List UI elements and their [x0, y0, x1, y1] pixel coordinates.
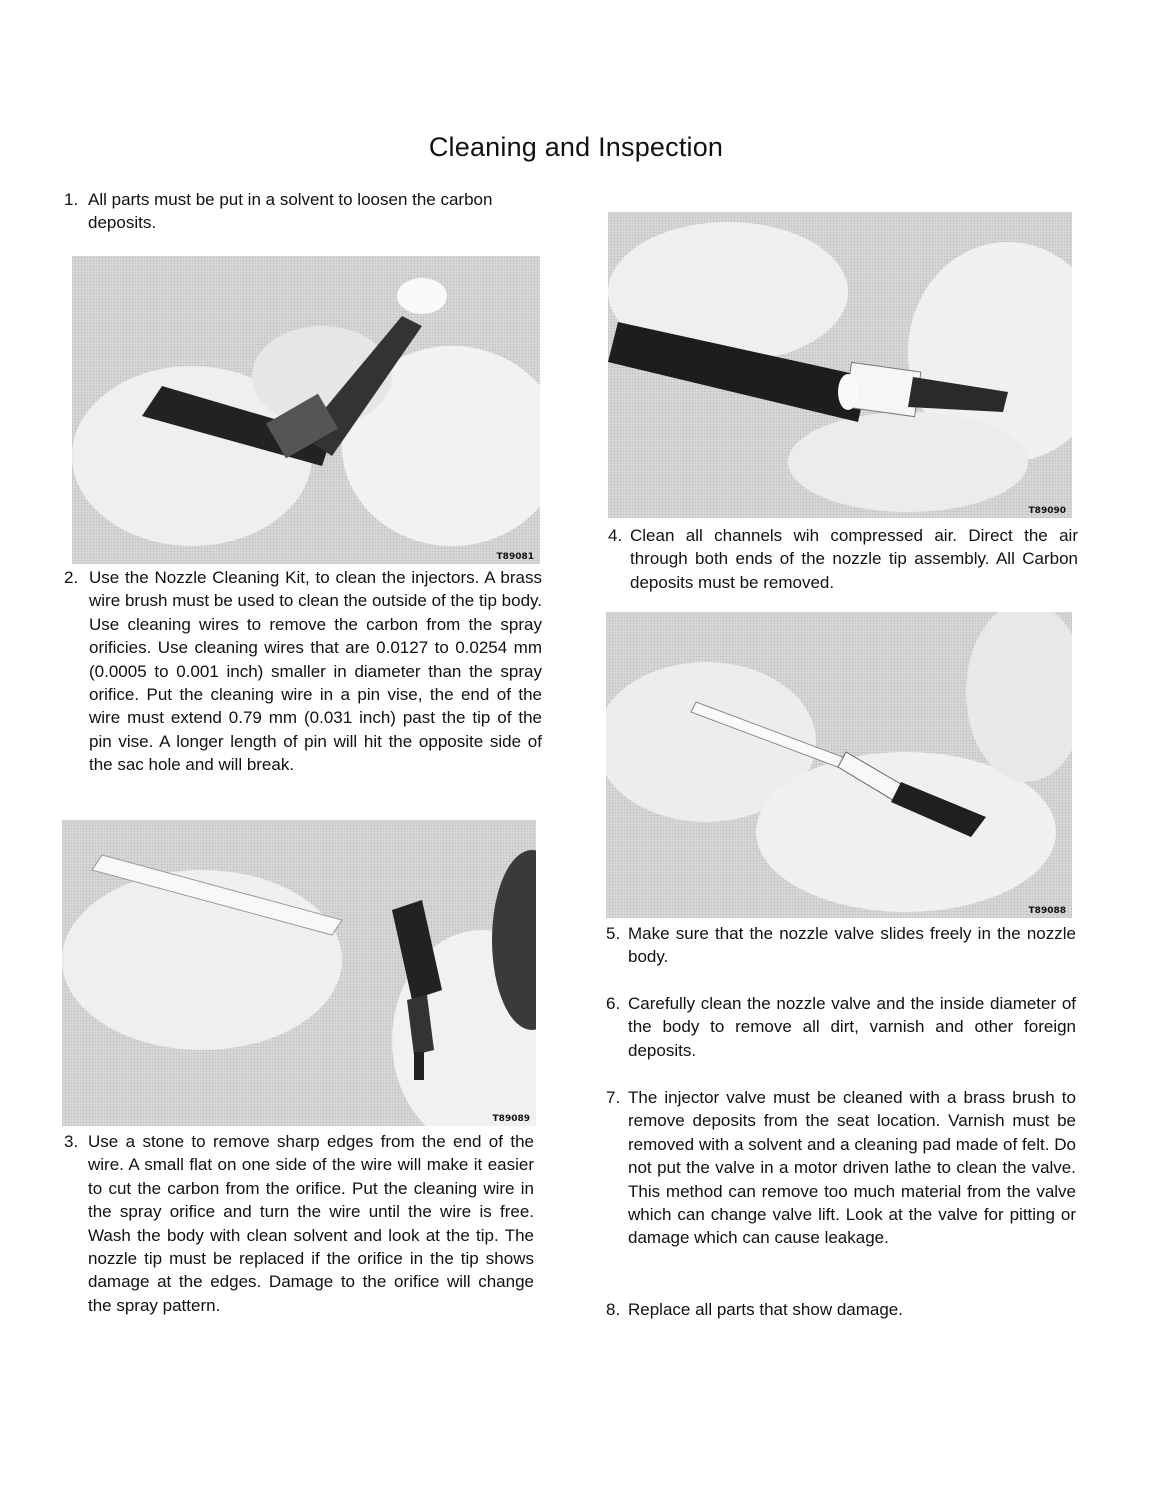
step-number: 6. [606, 994, 621, 1013]
step-number: 8. [606, 1300, 621, 1319]
step-8 [606, 1298, 1076, 1321]
step-number: 3. [64, 1132, 79, 1151]
step-text: Replace all parts that show damage. [628, 1300, 903, 1319]
step-text: All parts must be put in a solvent to loosen the carbon deposits. [88, 190, 493, 233]
step-4 [608, 524, 1078, 594]
step-number: 2. [64, 568, 79, 587]
step-6 [606, 992, 1076, 1062]
step-text: Use the Nozzle Cleaning Kit, to clean the injectors. A brass wire brush must be used to clean the outside of the tip body. Use cleaning wires to remove the carbon from the spray orificies. Use cleaning wires that are 0.0127 to 0.0254 mm (0.0005 to 0.001 inch) smaller in diameter than the spray orifice. Put the cleaning wire in a pin vise, the end of the wire must extend 0.79 mm (0.031 inch) past the tip of the pin vise. A longer length of pin will hit the opposite side of the sac hole and will break. [89, 568, 542, 775]
step-7 [606, 1086, 1076, 1250]
compressed-air-photo [608, 212, 1072, 518]
step-2 [64, 566, 542, 777]
pin-vise-photo [62, 820, 536, 1126]
figure-code: T89090 [1028, 506, 1066, 516]
step-1 [64, 188, 544, 235]
step-number: 5. [606, 924, 621, 943]
step-text: Carefully clean the nozzle valve and the inside diameter of the body to remove all dirt, varnish and other foreign deposits. [628, 994, 1076, 1060]
step-number: 1. [64, 190, 79, 209]
step-3 [64, 1130, 534, 1317]
nozzle-valve-photo [606, 612, 1072, 918]
figure-code: T89088 [1028, 906, 1066, 916]
step-text: Make sure that the nozzle valve slides freely in the nozzle body. [628, 924, 1076, 967]
page-title: Cleaning and Inspection [428, 132, 724, 162]
step-number: 4. [608, 526, 623, 545]
nozzle-brush-photo [72, 256, 540, 564]
step-5 [606, 922, 1076, 969]
step-text: Clean all channels wih compressed air. Direct the air through both ends of the nozzle tip assembly. All Carbon deposits must be removed. [630, 526, 1078, 592]
figure-code: T89081 [496, 552, 534, 562]
step-text: Use a stone to remove sharp edges from the end of the wire. A small flat on one side of the wire will make it easier to cut the carbon from the orifice. Put the cleaning wire in the spray orifice and turn the wire until the wire is free. Wash the body with clean solvent and look at the tip. The nozzle tip must be replaced if the orifice in the tip shows damage at the edges. Damage to the orifice will change the spray pattern. [88, 1132, 534, 1315]
figure-code: T89089 [492, 1114, 530, 1124]
step-number: 7. [606, 1088, 621, 1107]
step-text: The injector valve must be cleaned with a brass brush to remove deposits from the seat location. Varnish must be removed with a solvent and a cleaning pad made of felt. Do not put the valve in a motor driven lathe to clean the valve. This method can remove too much material from the valve which can change valve lift. Look at the valve for pitting or damage which can cause leakage. [628, 1088, 1076, 1248]
